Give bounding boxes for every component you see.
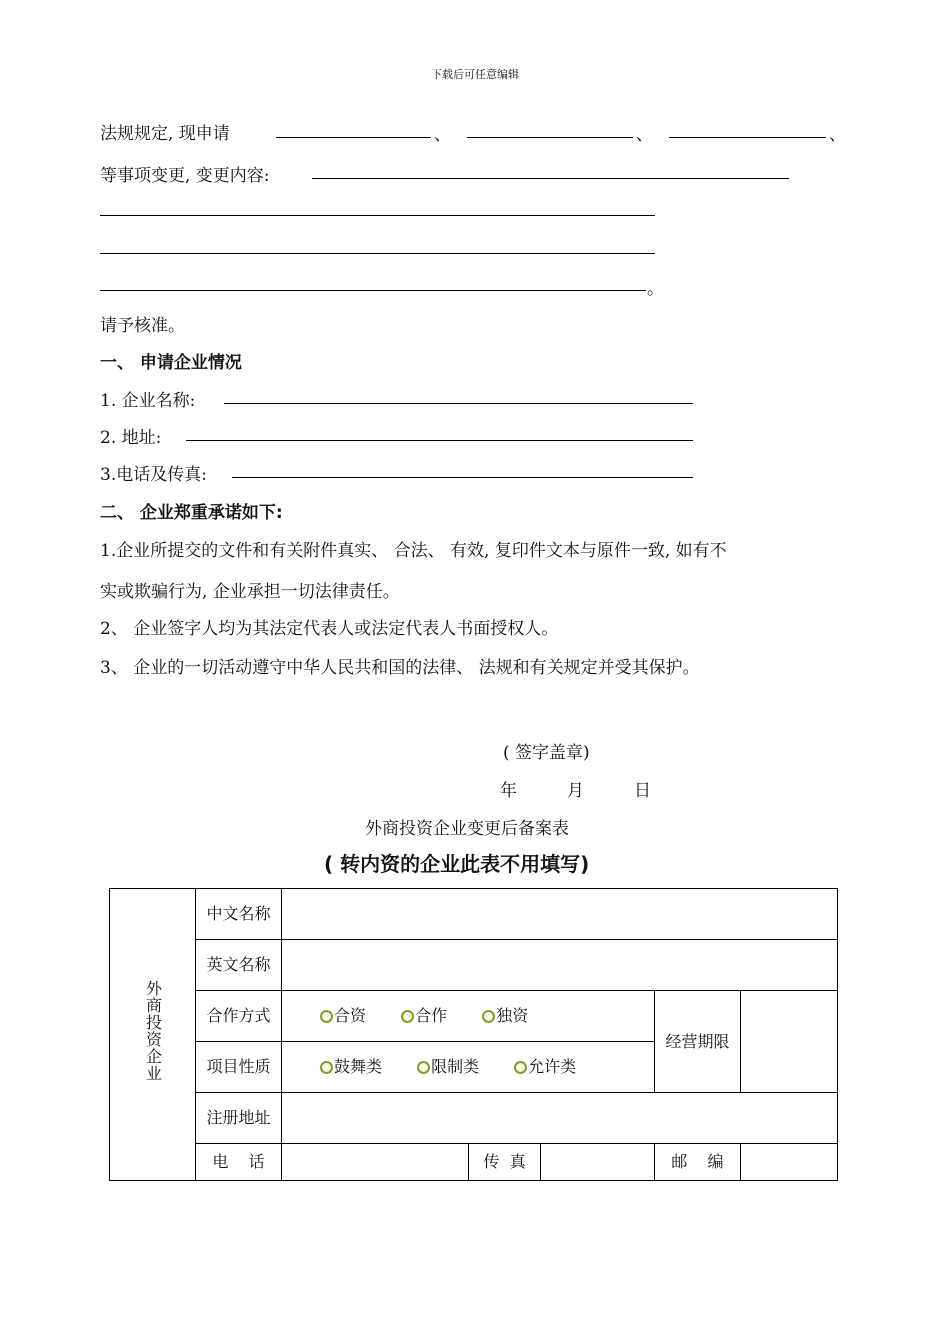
radio-circle-icon[interactable] bbox=[482, 1010, 495, 1023]
option-sole-ownership[interactable]: 独资 bbox=[482, 1004, 528, 1028]
change-item-blank-3[interactable] bbox=[669, 137, 826, 138]
section2-title: 二、 企业郑重承诺如下: bbox=[100, 503, 283, 523]
chinese-name-input[interactable] bbox=[282, 889, 838, 940]
nature-options bbox=[282, 1042, 655, 1093]
cooperation-label: 合作方式 bbox=[196, 991, 282, 1042]
form-subtitle: ( 转内资的企业此表不用填写) bbox=[324, 852, 590, 876]
date-year: 年 bbox=[500, 781, 517, 801]
address-field[interactable] bbox=[186, 440, 693, 441]
form-title: 外商投资企业变更后备案表 bbox=[365, 819, 569, 839]
commitment-3: 3、 企业的一切活动遵守中华人民共和国的法律、 法规和有关规定并受其保护。 bbox=[100, 658, 700, 678]
english-name-label: 英文名称 bbox=[196, 940, 282, 991]
phone-fax-field[interactable] bbox=[232, 477, 693, 478]
date-month: 月 bbox=[567, 781, 584, 801]
phone-input[interactable] bbox=[282, 1144, 469, 1181]
cooperation-options bbox=[282, 991, 655, 1042]
option-encouraged[interactable]: 鼓舞类 bbox=[320, 1055, 382, 1079]
term-label: 经营期限 bbox=[655, 991, 741, 1093]
phone-fax-label: 3.电话及传真: bbox=[100, 465, 207, 485]
company-name-label: 1. 企业名称: bbox=[100, 391, 196, 411]
section1-title: 一、 申请企业情况 bbox=[100, 353, 242, 373]
registered-address-input[interactable] bbox=[282, 1093, 838, 1144]
project-nature-label: 项目性质 bbox=[196, 1042, 282, 1093]
change-content-blank[interactable] bbox=[312, 178, 789, 179]
radio-circle-icon[interactable] bbox=[417, 1061, 430, 1074]
radio-circle-icon[interactable] bbox=[320, 1010, 333, 1023]
chinese-name-label: 中文名称 bbox=[196, 889, 282, 940]
postcode-label: 邮 编 bbox=[655, 1144, 741, 1181]
option-cooperation[interactable]: 合作 bbox=[401, 1004, 447, 1028]
fax-label: 传 真 bbox=[469, 1144, 541, 1181]
separator-1: 、 bbox=[434, 125, 451, 145]
radio-circle-icon[interactable] bbox=[514, 1061, 527, 1074]
company-name-field[interactable] bbox=[224, 403, 693, 404]
term-input[interactable] bbox=[741, 991, 838, 1093]
postcode-input[interactable] bbox=[741, 1144, 838, 1181]
address-label: 2. 地址: bbox=[100, 428, 162, 448]
change-item-blank-1[interactable] bbox=[276, 137, 431, 138]
application-line1-prefix: 法规规定, 现申请 bbox=[100, 124, 230, 144]
change-item-blank-2[interactable] bbox=[467, 137, 633, 138]
english-name-input[interactable] bbox=[282, 940, 838, 991]
page-header: 下载后可任意编辑 bbox=[431, 68, 519, 81]
side-label-cell bbox=[110, 889, 196, 1181]
registered-address-label: 注册地址 bbox=[196, 1093, 282, 1144]
signature-label: ( 签字盖章) bbox=[503, 743, 590, 763]
phone-label: 电 话 bbox=[196, 1144, 282, 1181]
radio-circle-icon[interactable] bbox=[320, 1061, 333, 1074]
option-permitted[interactable]: 允许类 bbox=[514, 1055, 576, 1079]
registration-table bbox=[109, 888, 838, 1181]
commitment-1-line1: 1.企业所提交的文件和有关附件真实、 合法、 有效, 复印件文本与原件一致, 如有不 bbox=[100, 541, 727, 561]
date-day: 日 bbox=[634, 781, 651, 801]
fax-input[interactable] bbox=[541, 1144, 655, 1181]
change-content-line-1[interactable] bbox=[100, 215, 655, 216]
radio-circle-icon[interactable] bbox=[401, 1010, 414, 1023]
side-label: 外商投资企业 bbox=[143, 980, 163, 1082]
change-content-line-3[interactable] bbox=[100, 290, 646, 291]
commitment-1-line2: 实或欺骗行为, 企业承担一切法律责任。 bbox=[100, 582, 400, 602]
change-content-line-2[interactable] bbox=[100, 253, 655, 254]
request-text: 请予核准。 bbox=[100, 316, 185, 336]
option-joint-venture[interactable]: 合资 bbox=[320, 1004, 366, 1028]
separator-3: 、 bbox=[829, 125, 846, 145]
application-line2-prefix: 等事项变更, 变更内容: bbox=[100, 166, 270, 186]
separator-2: 、 bbox=[636, 125, 653, 145]
end-mark: 。 bbox=[647, 279, 664, 299]
option-restricted[interactable]: 限制类 bbox=[417, 1055, 479, 1079]
commitment-2: 2、 企业签字人均为其法定代表人或法定代表人书面授权人。 bbox=[100, 619, 559, 639]
